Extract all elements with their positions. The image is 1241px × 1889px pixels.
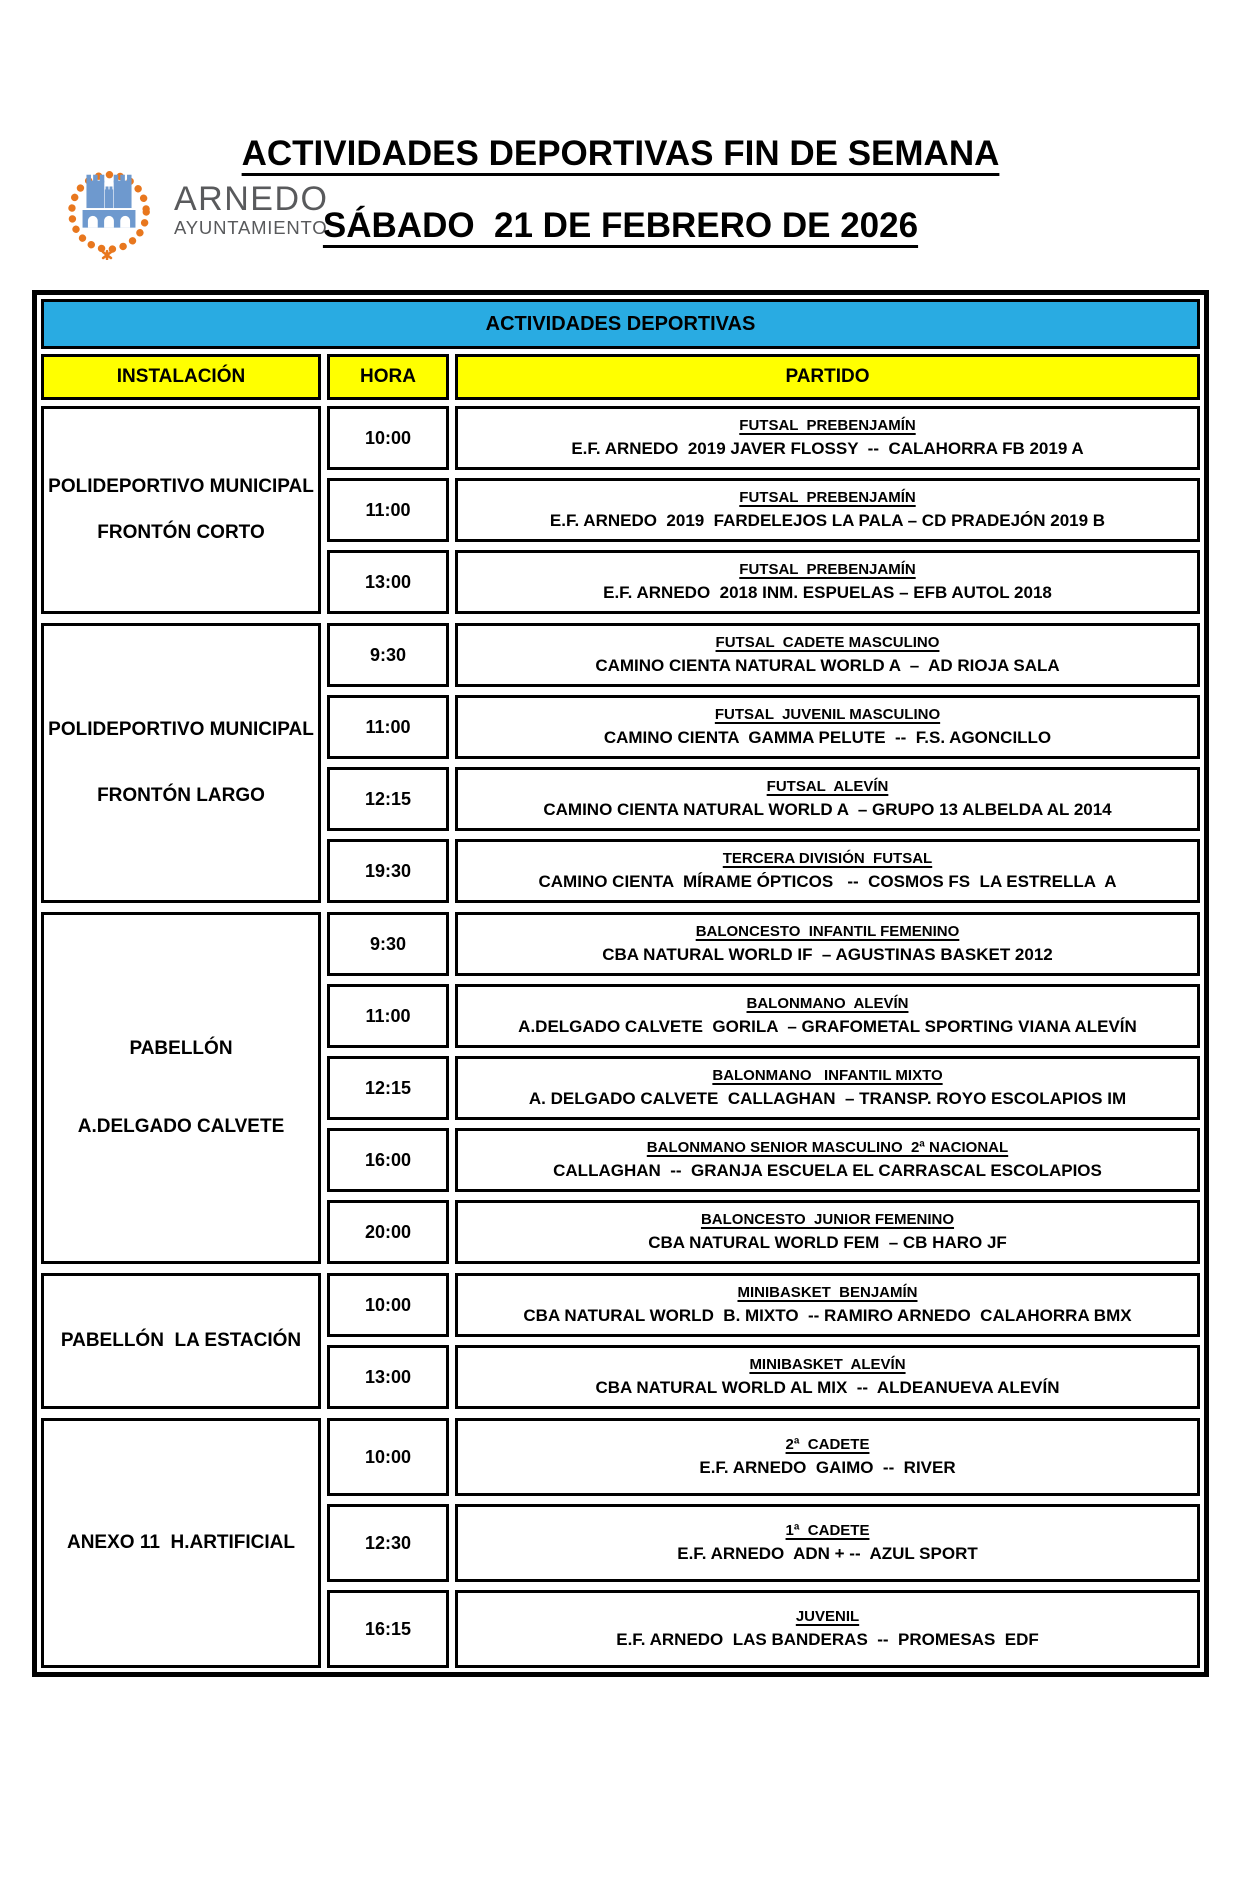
time-cell: 13:00	[327, 1345, 449, 1409]
match-teams: A. DELGADO CALVETE CALLAGHAN – TRANSP. ROYO ESCOLAPIOS IM	[528, 1089, 1127, 1108]
venue-group	[41, 1273, 1200, 1409]
match-row	[327, 550, 1200, 614]
time-cell: 11:00	[327, 478, 449, 542]
match-category: BALONMANO SENIOR MASCULINO 2ª NACIONAL	[646, 1139, 1009, 1156]
time-cell: 12:30	[327, 1504, 449, 1582]
match-teams: CAMINO CIENTA MÍRAME ÓPTICOS -- COSMOS FS LA ESTRELLA A	[538, 872, 1117, 891]
logo	[60, 160, 328, 260]
match-teams: E.F. ARNEDO GAIMO -- RIVER	[699, 1458, 956, 1477]
match-teams: E.F. ARNEDO 2019 JAVER FLOSSY -- CALAHORRA FB 2019 A	[571, 439, 1084, 458]
venue-group	[41, 1418, 1200, 1668]
org-name: ARNEDO	[174, 180, 329, 219]
match-category: BALONCESTO JUNIOR FEMENINO	[700, 1211, 955, 1228]
time-cell: 9:30	[327, 623, 449, 687]
venue-name-line: A.DELGADO CALVETE	[77, 1116, 285, 1137]
match-teams: E.F. ARNEDO LAS BANDERAS -- PROMESAS EDF	[616, 1630, 1039, 1649]
match-row	[327, 1273, 1200, 1337]
time-cell: 12:15	[327, 767, 449, 831]
match-category: FUTSAL ALEVÍN	[766, 778, 889, 795]
match-cell	[455, 550, 1200, 614]
match-teams: CBA NATURAL WORLD FEM – CB HARO JF	[648, 1233, 1007, 1252]
match-cell	[455, 695, 1200, 759]
match-cell	[455, 623, 1200, 687]
time-cell: 20:00	[327, 1200, 449, 1264]
time-cell: 10:00	[327, 406, 449, 470]
match-category: FUTSAL PREBENJAMÍN	[739, 561, 916, 578]
match-category: MINIBASKET BENJAMÍN	[737, 1284, 918, 1301]
match-cell	[455, 1128, 1200, 1192]
match-category: 2ª CADETE	[785, 1436, 870, 1453]
venue-cell	[41, 912, 321, 1264]
time-cell: 16:15	[327, 1590, 449, 1668]
match-teams: CBA NATURAL WORLD AL MIX -- ALDEANUEVA ALEVÍN	[595, 1378, 1060, 1397]
match-row	[327, 1345, 1200, 1409]
match-list	[327, 406, 1200, 614]
match-cell	[455, 1504, 1200, 1582]
match-category: BALONCESTO INFANTIL FEMENINO	[695, 923, 960, 940]
time-cell: 16:00	[327, 1128, 449, 1192]
page-title: ACTIVIDADES DEPORTIVAS FIN DE SEMANA	[241, 134, 1000, 173]
match-cell	[455, 1273, 1200, 1337]
venue-name-line: FRONTÓN LARGO	[97, 785, 265, 806]
time-cell: 10:00	[327, 1418, 449, 1496]
match-teams: A.DELGADO CALVETE GORILA – GRAFOMETAL SPORTING VIANA ALEVÍN	[518, 1017, 1137, 1036]
match-cell	[455, 1200, 1200, 1264]
match-category: BALONMANO INFANTIL MIXTO	[712, 1067, 943, 1084]
match-row	[327, 623, 1200, 687]
venue-cell	[41, 1418, 321, 1668]
match-cell	[455, 1590, 1200, 1668]
venue-name-line: POLIDEPORTIVO MUNICIPAL	[48, 476, 314, 497]
match-row	[327, 478, 1200, 542]
match-teams: CAMINO CIENTA NATURAL WORLD A – GRUPO 13 ALBELDA AL 2014	[543, 800, 1112, 819]
column-header-hora: HORA	[327, 354, 449, 400]
match-list	[327, 912, 1200, 1264]
time-cell: 13:00	[327, 550, 449, 614]
venue-name-line: ANEXO 11 H.ARTIFICIAL	[66, 1532, 296, 1553]
match-category: FUTSAL PREBENJAMÍN	[739, 489, 916, 506]
time-cell: 19:30	[327, 839, 449, 903]
page-root	[0, 134, 1241, 1889]
venue-group	[41, 406, 1200, 614]
match-teams: E.F. ARNEDO ADN + -- AZUL SPORT	[677, 1544, 978, 1563]
logo-text	[174, 182, 328, 237]
time-cell: 10:00	[327, 1273, 449, 1337]
match-teams: E.F. ARNEDO 2018 INM. ESPUELAS – EFB AUTOL 2018	[603, 583, 1052, 602]
schedule-table	[32, 290, 1209, 1677]
match-row	[327, 1418, 1200, 1496]
match-cell	[455, 984, 1200, 1048]
match-teams: CALLAGHAN -- GRANJA ESCUELA EL CARRASCAL ESCOLAPIOS	[553, 1161, 1102, 1180]
match-row	[327, 1128, 1200, 1192]
org-subtitle: AYUNTAMIENTO	[174, 217, 328, 239]
match-category: FUTSAL CADETE MASCULINO	[715, 634, 940, 651]
venue-group	[41, 912, 1200, 1264]
venue-name-line: POLIDEPORTIVO MUNICIPAL	[48, 719, 314, 740]
match-cell	[455, 912, 1200, 976]
match-row	[327, 984, 1200, 1048]
venue-name-line: FRONTÓN CORTO	[97, 522, 265, 543]
time-cell: 9:30	[327, 912, 449, 976]
match-teams: CAMINO CIENTA GAMMA PELUTE -- F.S. AGONCILLO	[603, 728, 1052, 747]
match-row	[327, 767, 1200, 831]
venue-name-line: PABELLÓN	[129, 1038, 233, 1059]
match-teams: CAMINO CIENTA NATURAL WORLD A – AD RIOJA SALA	[595, 656, 1060, 675]
match-row	[327, 1590, 1200, 1668]
match-cell	[455, 767, 1200, 831]
match-row	[327, 912, 1200, 976]
match-list	[327, 1273, 1200, 1409]
match-row	[327, 1200, 1200, 1264]
match-category: JUVENIL	[795, 1608, 860, 1625]
time-cell: 11:00	[327, 984, 449, 1048]
match-category: FUTSAL JUVENIL MASCULINO	[714, 706, 941, 723]
match-teams: CBA NATURAL WORLD IF – AGUSTINAS BASKET 2012	[602, 945, 1053, 964]
match-row	[327, 695, 1200, 759]
venue-group	[41, 623, 1200, 903]
table-banner: ACTIVIDADES DEPORTIVAS	[41, 299, 1200, 349]
column-header-partido: PARTIDO	[455, 354, 1200, 400]
match-list	[327, 1418, 1200, 1668]
match-row	[327, 406, 1200, 470]
match-teams: CBA NATURAL WORLD B. MIXTO -- RAMIRO ARNEDO CALAHORRA BMX	[523, 1306, 1132, 1325]
match-cell	[455, 839, 1200, 903]
match-category: 1ª CADETE	[785, 1522, 870, 1539]
time-cell: 11:00	[327, 695, 449, 759]
match-cell	[455, 1345, 1200, 1409]
column-header-instalacion: INSTALACIÓN	[41, 354, 321, 400]
venue-cell	[41, 1273, 321, 1409]
arnedo-emblem-icon	[60, 160, 158, 260]
match-category: FUTSAL PREBENJAMÍN	[739, 417, 916, 434]
match-category: TERCERA DIVISIÓN FUTSAL	[722, 850, 933, 867]
match-cell	[455, 406, 1200, 470]
venue-name-line: PABELLÓN LA ESTACIÓN	[60, 1330, 302, 1351]
venue-cell	[41, 623, 321, 903]
venue-cell	[41, 406, 321, 614]
match-cell	[455, 1056, 1200, 1120]
time-cell: 12:15	[327, 1056, 449, 1120]
match-row	[327, 839, 1200, 903]
match-teams: E.F. ARNEDO 2019 FARDELEJOS LA PALA – CD PRADEJÓN 2019 B	[549, 511, 1106, 530]
match-cell	[455, 1418, 1200, 1496]
match-list	[327, 623, 1200, 903]
match-row	[327, 1504, 1200, 1582]
match-row	[327, 1056, 1200, 1120]
match-category: MINIBASKET ALEVÍN	[749, 1356, 906, 1373]
match-category: BALONMANO ALEVÍN	[746, 995, 909, 1012]
date-subtitle: SÁBADO 21 DE FEBRERO DE 2026	[322, 206, 919, 245]
column-headers	[41, 354, 1200, 400]
match-cell	[455, 478, 1200, 542]
